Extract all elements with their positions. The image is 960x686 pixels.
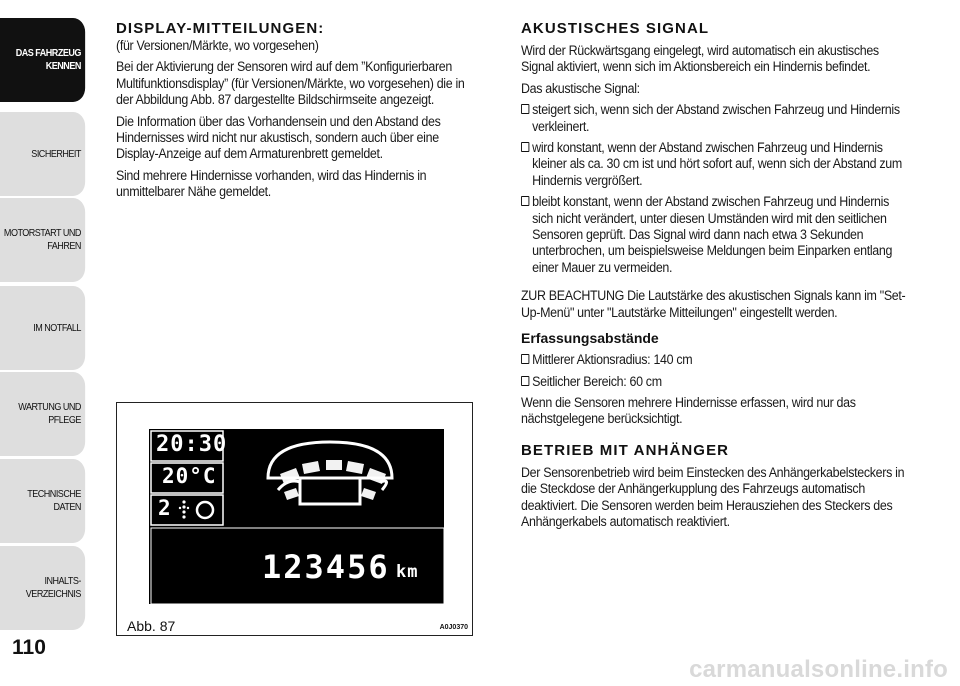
checkbox-bullet-icon	[521, 196, 529, 206]
tab-motorstart-und-fahren[interactable]: MOTORSTART UND FAHREN	[0, 198, 85, 282]
checkbox-bullet-icon	[521, 142, 529, 152]
figure-code: A0J0370	[439, 624, 468, 631]
tab-wartung-und-pflege[interactable]: WARTUNG UND PFLEGE	[0, 372, 85, 456]
list-item: Mittlerer Aktionsradius: 140 cm	[521, 352, 909, 368]
tab-sicherheit[interactable]: SICHERHEIT	[0, 112, 85, 196]
instrument-display	[149, 429, 444, 604]
display-paragraph-1: Bei der Aktivierung der Sensoren wird auf dem ”Konfigurierbaren Multifunktionsdisplay” (für Versionen/Märkte, wo vorgesehen) die in der Abbildung Abb. 87 dargestellte Bildschirmseite angezeigt.	[116, 59, 465, 108]
display-paragraph-2: Die Information über das Vorhandensein und den Abstand des Hindernisses wird nicht nur akustisch, sondern auch über eine Display-Anzeige auf dem Armaturenbrett gemeldet.	[116, 113, 441, 162]
display-gear: 2	[158, 496, 172, 520]
right-column	[521, 20, 911, 530]
trailer-paragraph: Der Sensorenbetrieb wird beim Einstecken des Anhängerkabelsteckers in die Steckdose der Anhängerkupplung des Fahrzeugs automatisch deaktiviert. Die Sensoren werden beim Herausziehen des Steckers des Anhängerkabels automatisch reaktiviert.	[521, 464, 905, 529]
checkbox-bullet-icon	[521, 104, 529, 114]
section-heading-display: DISPLAY-MITTEILUNGEN:	[116, 20, 325, 37]
section-heading-betrieb-mit-anhaenger: BETRIEB MIT ANHÄNGER	[521, 441, 730, 459]
gear-shift-icon	[179, 500, 189, 518]
volume-note: ZUR BEACHTUNG Die Lautstärke des akustischen Signals kann im "Set-Up-Menü" unter "Lautstärke Mitteilungen" eingestellt werden.	[521, 288, 906, 320]
signal-paragraph-2: Das akustische Signal:	[521, 80, 640, 96]
list-item: steigert sich, wenn sich der Abstand zwischen Fahrzeug und Hindernis verkleinert.	[521, 102, 909, 135]
page-number: 110	[12, 636, 46, 659]
tab-inhaltsverzeichnis[interactable]: INHALTS-VERZEICHNIS	[0, 546, 85, 630]
signal-list	[521, 102, 911, 276]
list-item: wird konstant, wenn der Abstand zwischen Fahrzeug und Hindernis kleiner als ca. 30 cm ist und hört sofort auf, wenn sich der Abstand zum Hindernis vergrößert.	[521, 140, 909, 189]
list-item: bleibt konstant, wenn der Abstand zwischen Fahrzeug und Hindernis sich nicht verändert, unter diesen Umständen wird mit den seitlichen Sensoren geprüft. Das Signal wird dann nach etwa 3 Sekunden unterbrochen, um beispielsweise Meldungen beim Einparken entlang einer Mauer zu vermeiden.	[521, 194, 909, 276]
figure-caption: Abb. 87	[127, 618, 176, 634]
bulb-icon	[197, 502, 213, 518]
figure-abb-87	[116, 402, 473, 636]
tab-das-fahrzeug-kennen[interactable]: DAS FAHRZEUG KENNEN	[0, 18, 85, 102]
signal-paragraph-1: Wird der Rückwärtsgang eingelegt, wird automatisch ein akustisches Signal aktiviert, wenn sich im Aktionsbereich ein Hindernis befindet.	[521, 43, 879, 75]
display-odometer-unit: km	[396, 562, 419, 582]
section-heading-akustisches-signal: AKUSTISCHES SIGNAL	[521, 20, 710, 37]
list-item: Seitlicher Bereich: 60 cm	[521, 374, 909, 390]
tab-im-notfall[interactable]: IM NOTFALL	[0, 286, 85, 370]
display-subtitle: (für Versionen/Märkte, wo vorgesehen)	[116, 38, 319, 53]
display-odometer: 123456	[262, 548, 390, 586]
tab-technische-daten[interactable]: TECHNISCHE DATEN	[0, 459, 85, 543]
multiple-obstacles-paragraph: Wenn die Sensoren mehrere Hindernisse erfassen, wird nur das nächstgelegene berücksichtigt.	[521, 394, 856, 427]
left-column	[116, 20, 486, 201]
checkbox-bullet-icon	[521, 354, 529, 364]
watermark: carmanualsonline.info	[689, 656, 948, 683]
display-temperature: 20°C	[162, 464, 217, 488]
display-paragraph-3: Sind mehrere Hindernisse vorhanden, wird das Hindernis in unmittelbarer Nähe gemeldet.	[116, 167, 427, 200]
checkbox-bullet-icon	[521, 376, 529, 386]
subheading-erfassungsabstaende: Erfassungsabstände	[521, 330, 659, 347]
distance-list	[521, 352, 911, 390]
display-time: 20:30	[156, 432, 228, 457]
